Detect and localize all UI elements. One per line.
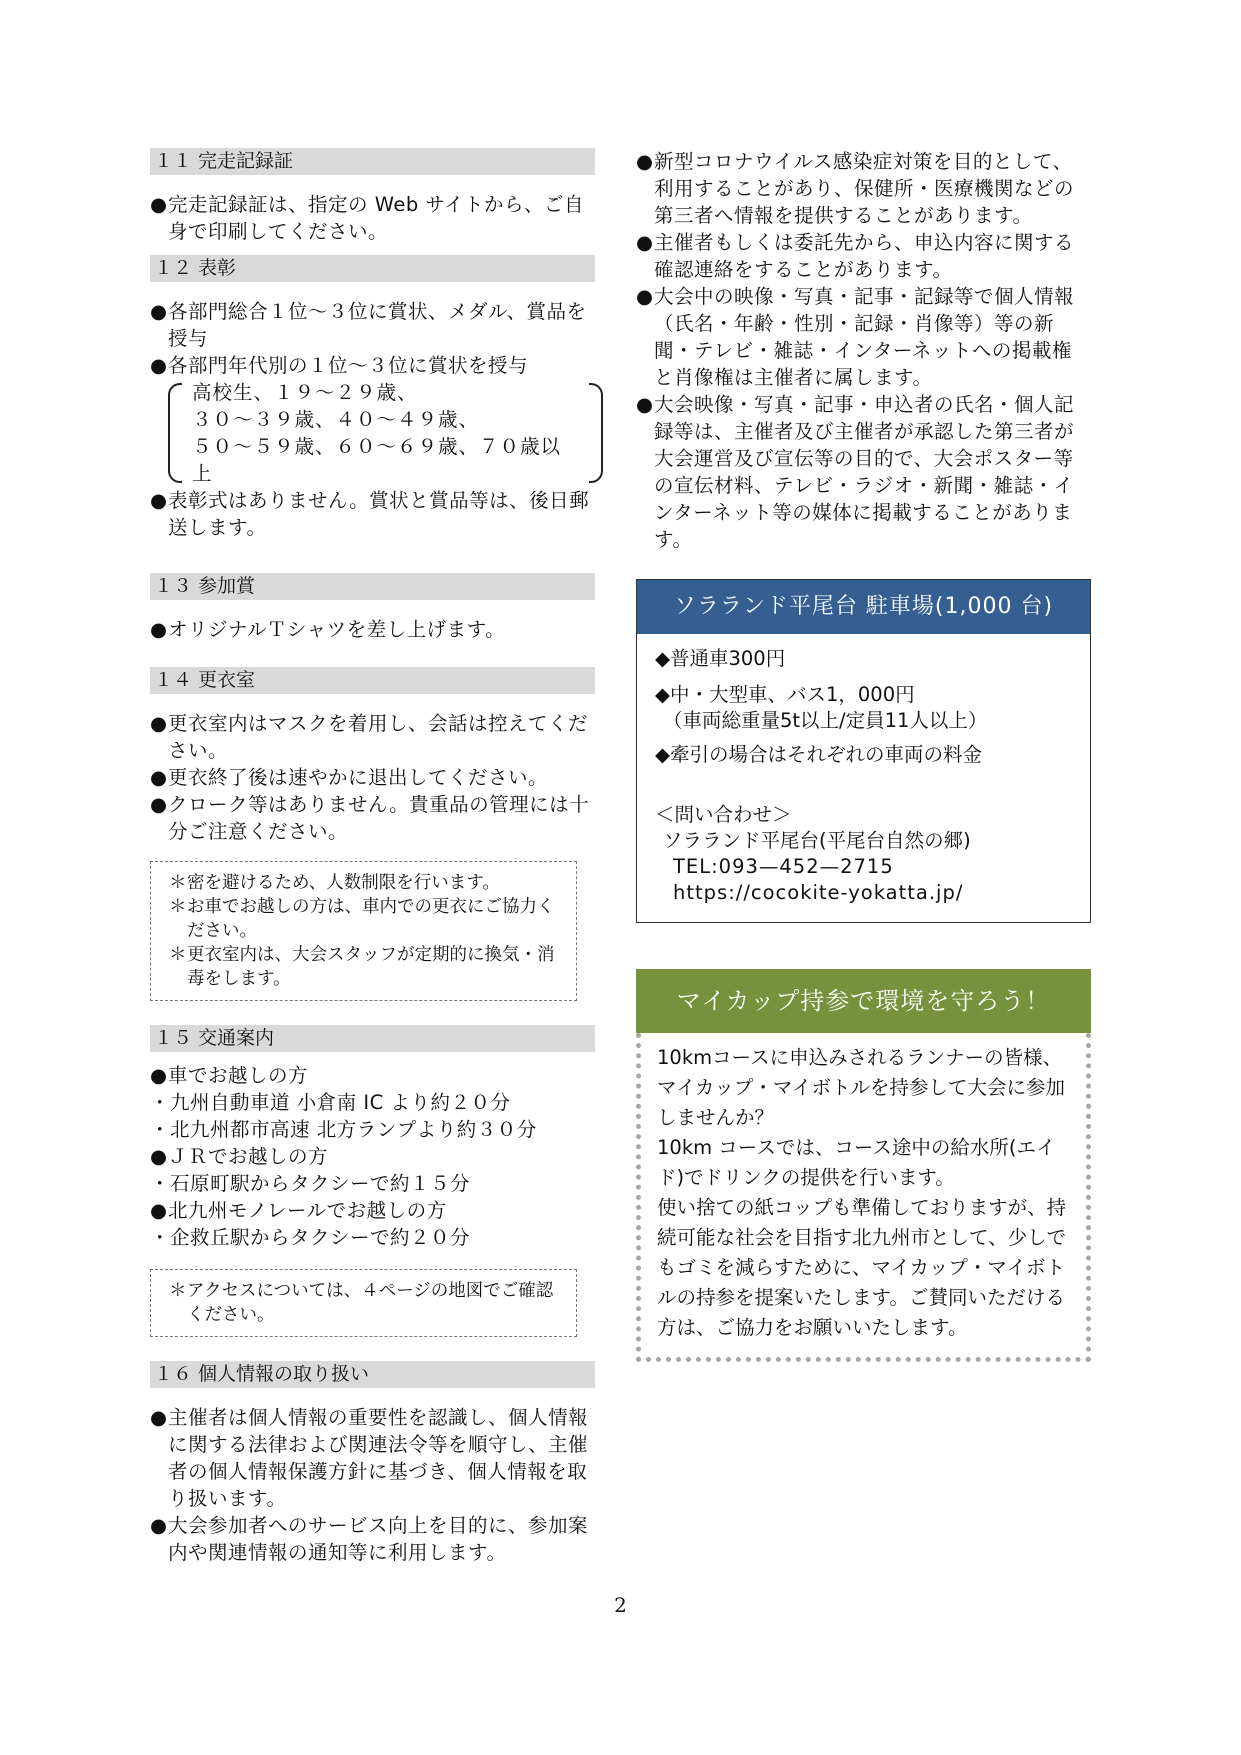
list-item: ● 更衣室内はマスクを着用し、会話は控えてください。	[150, 712, 589, 762]
list-item: ● 大会参加者へのサービス向上を目的に、参加案内や関連情報の通知等に利用します。	[150, 1514, 589, 1564]
age-categories: 高校生、１９～２９歳、 ３０～３９歳、４０～４９歳、 ５０～５９歳、６０～６９歳、７０歳以上	[168, 379, 595, 487]
list-item: ● 北九州モノレールでお越しの方	[150, 1199, 447, 1222]
list-item: ● オリジナルＴシャツを差し上げます。	[150, 618, 506, 641]
bullet-icon: ●	[150, 354, 168, 377]
list-item: ● 大会映像・写真・記事・申込者の氏名・個人記録等は、主催者及び主催者が承認した第三者が大会運営及び宣伝等の目的で、大会ポスター等の宣伝材料、テレビ・ラジオ・新聞・雑誌・インターネット等の媒体に掲載することがあります。	[636, 393, 1075, 551]
parking-title: ソラランド平尾台 駐車場(1,000 台)	[637, 580, 1090, 634]
route-line: ・企救丘駅からタクシーで約２０分	[150, 1226, 471, 1249]
section-13-heading: １３ 参加賞	[150, 573, 595, 600]
bullet-icon: ●	[150, 1514, 168, 1537]
contact-name: ソラランド平尾台(平尾台自然の郷)	[663, 829, 971, 852]
bullet-icon: ●	[636, 231, 654, 254]
access-note-box	[150, 1269, 577, 1337]
bullet-icon: ●	[150, 1406, 168, 1429]
list-item: ● クローク等はありません。貴重品の管理には十分ご注意ください。	[150, 793, 590, 843]
parking-info-box	[636, 579, 1091, 923]
mycup-title: マイカップ持参で環境を守ろう！	[636, 969, 1091, 1033]
bullet-icon: ●	[150, 1145, 168, 1168]
section-16-heading: １６ 個人情報の取り扱い	[150, 1361, 595, 1388]
list-item: ● 車でお越しの方	[150, 1064, 309, 1087]
parking-fee-large: ◆中・大型車、バス1，000円	[655, 683, 915, 706]
route-line: ・石原町駅からタクシーで約１５分	[150, 1172, 471, 1195]
list-item: ● 主催者もしくは委託先から、申込内容に関する確認連絡をすることがあります。	[636, 231, 1075, 281]
list-item: ● 表彰式はありません。賞状と賞品等は、後日郵送します。	[150, 489, 590, 539]
bullet-icon: ●	[636, 285, 654, 308]
note-item: ＊ 更衣室内は、大会スタッフが定期的に換気・消毒をします。	[169, 945, 555, 989]
list-item: ● 完走記録証は、指定の Web サイトから、ご自身で印刷してください。	[150, 193, 585, 243]
section-14-heading: １４ 更衣室	[150, 667, 595, 694]
note-item: ＊ お車でお越しの方は、車内での更衣にご協力ください。	[169, 897, 555, 941]
note-item: ＊ アクセスについては、４ページの地図でご確認ください。	[169, 1281, 554, 1325]
left-bracket-icon	[168, 383, 182, 483]
left-column	[150, 148, 595, 1566]
list-item: ● 更衣終了後は速やかに退出してください。	[150, 766, 549, 789]
list-item: ● 各部門年代別の１位～３位に賞状を授与	[150, 354, 529, 377]
bullet-icon: ●	[150, 618, 168, 641]
section-12-heading: １２ 表彰	[150, 255, 595, 282]
note-item: ＊ 密を避けるため、人数制限を行います。	[169, 873, 500, 893]
list-item: ● 大会中の映像・写真・記事・記録等で個人情報（氏名・年齢・性別・記録・肖像等）等の新聞・テレビ・雑誌・インターネットへの掲載権と肖像権は主催者に属します。	[636, 285, 1075, 389]
parking-details	[637, 634, 1090, 922]
page-number: 2	[614, 1593, 627, 1617]
parking-fee-large-note: （車両総重量5t以上/定員11人以上）	[663, 709, 988, 732]
bullet-icon: ●	[150, 300, 168, 323]
section-11-heading: １１ 完走記録証	[150, 148, 595, 175]
parking-fee-towing: ◆牽引の場合はそれぞれの車両の料金	[655, 743, 982, 766]
contact-url-link[interactable]: https://cocokite-yokatta.jp/	[673, 881, 964, 904]
bullet-icon: ●	[636, 393, 654, 416]
list-item: ● 新型コロナウイルス感染症対策を目的として、利用することがあり、保健所・医療機関などの第三者へ情報を提供することがあります。	[636, 150, 1075, 227]
changing-room-note-box	[150, 861, 577, 1001]
contact-heading: ＜問い合わせ＞	[655, 803, 792, 826]
contact-phone: TEL:093—452—2715	[673, 855, 894, 878]
list-item: ● 各部門総合１位～３位に賞状、メダル、賞品を授与	[150, 300, 587, 350]
list-item: ● ＪＲでお越しの方	[150, 1145, 329, 1168]
bullet-icon: ●	[636, 150, 654, 173]
bullet-icon: ●	[150, 489, 168, 512]
bullet-icon: ●	[150, 793, 168, 816]
bullet-icon: ●	[150, 712, 168, 735]
route-line: ・九州自動車道 小倉南 IC より約２０分	[150, 1091, 511, 1114]
parking-fee-regular: ◆普通車300円	[655, 647, 786, 670]
route-line: ・北九州都市高速 北方ランプより約３０分	[150, 1118, 537, 1141]
list-item: ● 主催者は個人情報の重要性を認識し、個人情報に関する法律および関連法令等を順守し、主催者の個人情報保護方針に基づき、個人情報を取り扱います。	[150, 1406, 589, 1510]
bullet-icon: ●	[150, 193, 168, 216]
bullet-icon: ●	[150, 766, 168, 789]
bullet-icon: ●	[150, 1064, 168, 1087]
section-15-heading: １５ 交通案内	[150, 1025, 595, 1052]
right-bracket-icon	[589, 383, 603, 483]
mycup-info-box	[636, 969, 1091, 1362]
mycup-body: 10kmコースに申込みされるランナーの皆様、マイカップ・マイボトルを持参して大会に参加しませんか？ 10km コースでは、コース途中の給水所(エイド)でドリンクの提供を行います。 使い捨ての紙コップも準備しておりますが、持続可能な社会を目指す北九州市として、少しでもゴミを減らすために、マイカップ・マイボトルの持参を提案いたします。ご賛同いただける方は、ご協力をお願いいたします。	[636, 1033, 1091, 1362]
right-column	[636, 148, 1091, 1362]
bullet-icon: ●	[150, 1199, 168, 1222]
